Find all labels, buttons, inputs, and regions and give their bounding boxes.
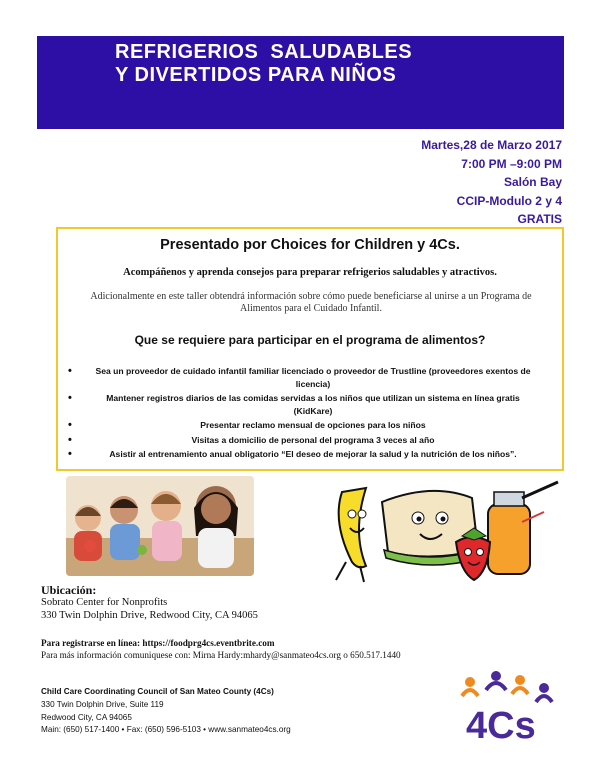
requirements-question: Que se requiere para participar en el programa de alimentos? [134, 333, 486, 347]
contact-info: Para más información comuniquese con: Mirna Hardy:mhardy@sanmateo4cs.org o 650.517.1440 [41, 650, 401, 660]
registration-link[interactable]: Para registrarse en línea: https://foodprg4cs.eventbrite.com [41, 638, 275, 648]
list-item: • Sea un proveedor de cuidado infantil familiar licenciado o proveedor de Trustline (proveedores exentos de licencia) [68, 365, 531, 389]
location-address: 330 Twin Dolphin Drive, Redwood City, CA 94065 [41, 609, 258, 621]
presenter-title: Presentado por Choices for Children y 4Cs. [160, 237, 460, 253]
info-box [56, 227, 564, 471]
intro-text: Acompáñenos y aprenda consejos para preparar refrigerios saludables y atractivos. [123, 267, 497, 278]
bullet-icon: • [68, 365, 72, 377]
bullet-icon: • [68, 392, 72, 404]
bullet-icon: • [68, 433, 72, 446]
location-section [41, 583, 258, 622]
organization-contact: Main: (650) 517-1400 • Fax: (650) 596-5103 • www.sanmateo4cs.org [41, 725, 291, 735]
event-price: GRATIS [517, 212, 562, 226]
list-item: • Mantener registros diarios de las comidas servidas a los niños que utilizan un sistema en línea gratis (KidKare) [68, 392, 520, 416]
location-heading: Ubicación: [41, 583, 97, 597]
list-item: • Visitas a domicilio de personal del programa 3 veces al año [68, 433, 435, 446]
event-time: 7:00 PM –9:00 PM [461, 156, 562, 171]
bullet-icon: • [68, 448, 72, 460]
bullet-icon: • [68, 419, 72, 431]
organization-footer [41, 686, 291, 737]
children-photo-illustration [66, 476, 254, 576]
event-details [421, 136, 562, 229]
organization-city: Redwood City, CA 94065 [41, 712, 132, 722]
logo-text: 4Cs [466, 705, 536, 746]
event-room: Salón Bay [503, 175, 562, 189]
list-item: • Presentar reclamo mensual de opciones para los niños [68, 419, 426, 431]
list-item: • Asistir al entrenamiento anual obligatorio “El deseo de mejorar la salud y la nutrición de los niños”. [68, 448, 517, 460]
title-line-1: REFRIGERIOS SALUDABLES [115, 41, 413, 63]
location-venue: Sobrato Center for Nonprofits [41, 597, 168, 608]
organization-name: Child Care Coordinating Council of San Mateo County (4Cs) [41, 687, 274, 696]
juice-bottle-character [488, 482, 558, 574]
organization-street: 330 Twin Dolphin Drive, Suite 119 [41, 699, 164, 709]
children-photo [66, 476, 254, 576]
title-line-2: Y DIVERTIDOS PARA NIÑOS [115, 64, 397, 86]
event-date: Martes,28 de Marzo 2017 [421, 138, 562, 152]
snack-characters-illustration [322, 462, 562, 587]
4cs-logo [456, 668, 560, 746]
program-paragraph: Adicionalmente en este taller obtendrá información sobre cómo puede beneficiarse al unirse a un Programa de Alimentos para el Cuidado Infantil. [90, 291, 532, 314]
registration-section [41, 637, 401, 661]
title-banner [37, 36, 564, 129]
requirements-list [64, 365, 558, 463]
banana-character [336, 488, 366, 582]
logo-figures-icon [462, 671, 552, 702]
event-ccip: CCIP-Modulo 2 y 4 [456, 193, 562, 208]
